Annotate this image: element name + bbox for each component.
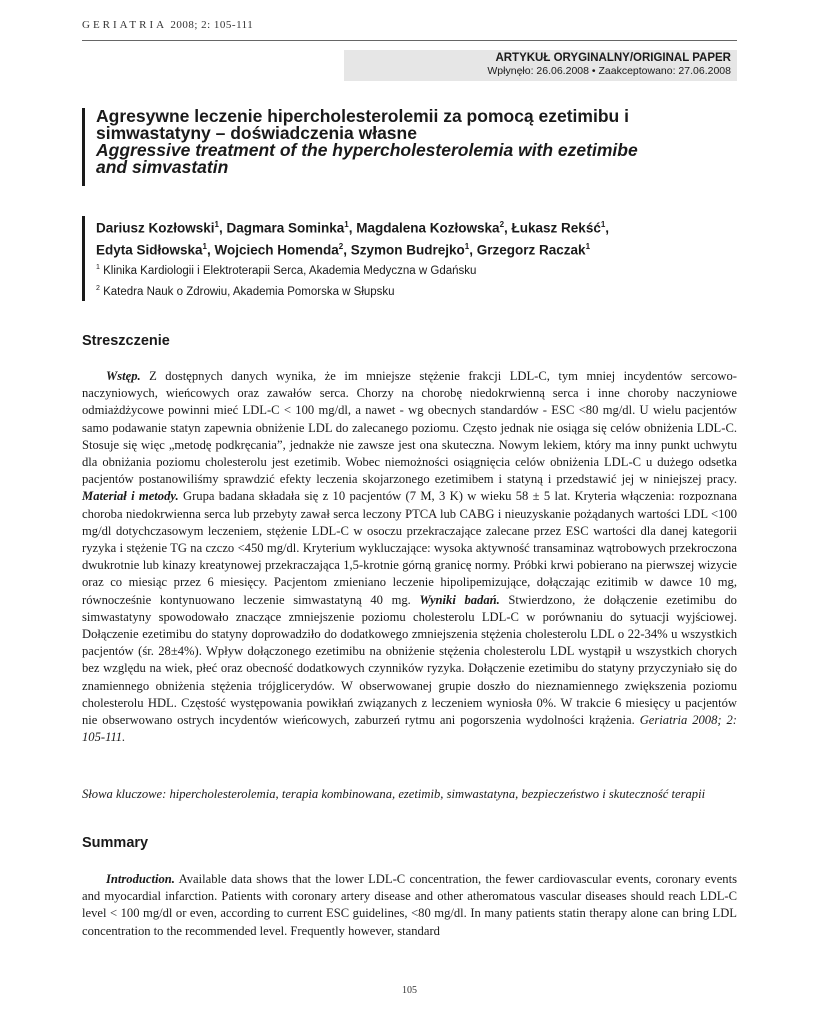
summary-label-intro: Introduction.	[106, 872, 175, 886]
section-heading-streszczenie: Streszczenie	[82, 333, 170, 349]
author-list	[96, 216, 736, 259]
author-affiliation: 1	[202, 241, 207, 251]
author-name: Szymon Budrejko	[350, 242, 465, 257]
abstract-label-methods: Materiał i metody.	[82, 489, 179, 504]
summary-text-intro: Available data shows that the lower LDL-C concentration, the fewer cardiovascular events, coronary events and myocardial infarction. Patients with coronary artery disease and other atheromatous vascular diseases should reach LDL-C level < 100 mg/dl or even, according to current ESC guidelines, <80 mg/dl. In many patients statin therapy alone can bring LDL concentration to the recommended level. Frequently however, standard	[82, 872, 737, 938]
author-separator: ,	[469, 242, 477, 257]
author-affiliation: 1	[585, 241, 591, 251]
article-type-box	[344, 50, 737, 81]
affiliation	[96, 259, 736, 280]
title-english: Aggressive treatment of the hypercholesterolemia with ezetimibe and simvastatin	[96, 140, 638, 177]
journal-citation: 2008; 2: 105-111	[170, 19, 254, 31]
author-name: Grzegorz Raczak	[476, 242, 586, 257]
author-name: Łukasz Rekść	[511, 220, 601, 236]
section-heading-summary: Summary	[82, 835, 149, 851]
affiliation-number: 2	[96, 284, 100, 292]
author-name: Magdalena Kozłowska	[356, 220, 500, 236]
author-affiliation: 1	[464, 241, 470, 251]
abstract-citation: Geriatria 2008; 2: 105-111.	[82, 713, 737, 745]
author-affiliation: 1	[214, 220, 219, 229]
journal-name: GERIATRIA	[82, 19, 168, 31]
author-separator: ,	[343, 242, 351, 257]
abstract-text-results: Stwierdzono, że dołączenie ezetimibu do simwastatyny spowodowało znaczące zmniejszenie poziomu cholesterolu LDL-C w porównaniu do sytuacji wyjściowej. Dołączenie ezetimibu do statyny doprowadziło do dodatkowego zmniejszenia stężenia cholesterolu LDL o 22-34% u wszystkich pacjentów (śr. 28±4%). Wpływ dołączonego ezetimibu na obniżenie stężenia cholesterolu LDL wystąpił u wszystkich chorych bez względu na wiek, płeć oraz obecność dodatkowych czynników ryzyka. Dołączenie ezetimibu do statyny przyczyniało się do znamiennego obniżenia stężenia trójglicerydów. W obserwowanej grupie doszło do nieznamiennego zwiększenia poziomu cholesterolu HDL. Częstość występowania powikłań związanych z leczeniem wyniosła 0%. W trakcie 6 miesięcy u pacjentów nie obserwowano ostrych incydentów wieńcowych, zaburzeń rytmu ani pogorszenia wydolności krążenia.	[82, 592, 737, 728]
article-dates: Wpłynęło: 26.06.2008 • Zaakceptowano: 27.06.2008	[487, 65, 731, 77]
affiliation	[96, 280, 736, 301]
abstract-text-intro: Z dostępnych danych wynika, że im mniejsze stężenie frakcji LDL-C, tym mniej incydentów sercowo-naczyniowych, wieńcowych oraz zawałów serca. Chorzy na chorobę niedokrwienną serca i inne choroby naczyniowe odmiażdżycowe powinni mieć LDL-C < 100 mg/dl, a nawet - wg obecnych standardów - ESC <80 mg/dl. U wielu pacjentów samo podawanie statyn zapewnia obniżenie LDL do zalecanego poziomu. Często jednak nie osiąga się celów obniżenia LDL-C. Stosuje się więc „metodę podkręcania”, jednakże nie zawsze jest ona skuteczna. Nowym lekiem, który ma inny punkt uchwytu dla obniżania poziomu cholesterolu jest ezetimib. Wobec niemożności osiągnięcia celów obniżenia LDL-C u dużego odsetka pacjentów postanowiliśmy sprawdzić efekty leczenia skojarzonego ezetimibem i statyną i przedstawić jej w niniejszej pracy.	[82, 369, 737, 487]
title-block	[82, 108, 696, 186]
author-separator: ,	[207, 242, 215, 257]
author-separator: ,	[348, 220, 357, 236]
journal-header	[82, 19, 253, 31]
author-affiliation: 2	[499, 220, 505, 229]
abstract-label-results: Wyniki badań.	[419, 592, 500, 607]
page-number: 105	[402, 985, 417, 996]
affiliation-text: Klinika Kardiologii i Elektroterapii Serca, Akademia Medyczna w Gdańsku	[103, 264, 477, 277]
author-affiliation: 2	[338, 241, 344, 251]
title-polish: Agresywne leczenie hipercholesterolemii za pomocą ezetimibu i simwastatyny – doświadczenia własne	[96, 106, 629, 143]
abstract-paragraph-english	[82, 871, 737, 940]
abstract-paragraph-polish	[82, 368, 737, 746]
author-separator: ,	[218, 220, 227, 236]
author-affiliation: 1	[344, 220, 349, 229]
article-type-label: ARTYKUŁ ORYGINALNY/ORIGINAL PAPER	[495, 52, 731, 64]
abstract-text-methods: Grupa badana składała się z 10 pacjentów (7 M, 3 K) w wieku 58 ± 5 lat. Kryteria włączenia: rozpoznana choroba niedokrwienna serca lub przebyty zawał serca leczony PTCA lub CABG i nieuzyskanie pożądanych wartości LDL <100 mg/dl dotychczasowym leczeniem, stężenie LDL-C w osoczu przekraczające zalecane przez ESC wartości dla danej kategorii ryzyka i stężenie TG na czczo <450 mg/dl. Kryterium wykluczające: wysoka aktywność transaminaz wątrobowych przekroczona dwukrotnie lub kinazy kreatynowej przekraczająca 1,5-krotnie górną granicę normy. Próbki krwi pobierano na pierwszej wizycie oraz co miesiąc przez 6 miesięcy. Pacjentom zmieniano leczenie hipolipemizujące, dołączając ezitimib w dawce 10 mg, równocześnie kontynuowano leczenie simwastatyną 40 mg.	[82, 489, 738, 607]
author-name: Dagmara Sominka	[226, 220, 345, 236]
author-affiliation: 1	[600, 220, 606, 229]
abstract-label-intro: Wstęp.	[106, 369, 141, 383]
author-separator: ,	[504, 220, 512, 236]
affiliation-number: 1	[96, 264, 100, 271]
author-block	[82, 216, 736, 301]
affiliation-text: Katedra Nauk o Zdrowiu, Akademia Pomorska w Słupsku	[103, 285, 395, 298]
author-name: Dariusz Kozłowski	[96, 220, 215, 236]
author-separator: ,	[605, 220, 610, 236]
keywords: Słowa kluczowe: hipercholesterolemia, terapia kombinowana, ezetimib, simwastatyna, bezpieczeństwo i skuteczność terapii	[82, 787, 706, 801]
author-name: Wojciech Homenda	[214, 242, 339, 257]
header-rule	[82, 40, 737, 41]
author-name: Edyta Sidłowska	[96, 242, 203, 257]
